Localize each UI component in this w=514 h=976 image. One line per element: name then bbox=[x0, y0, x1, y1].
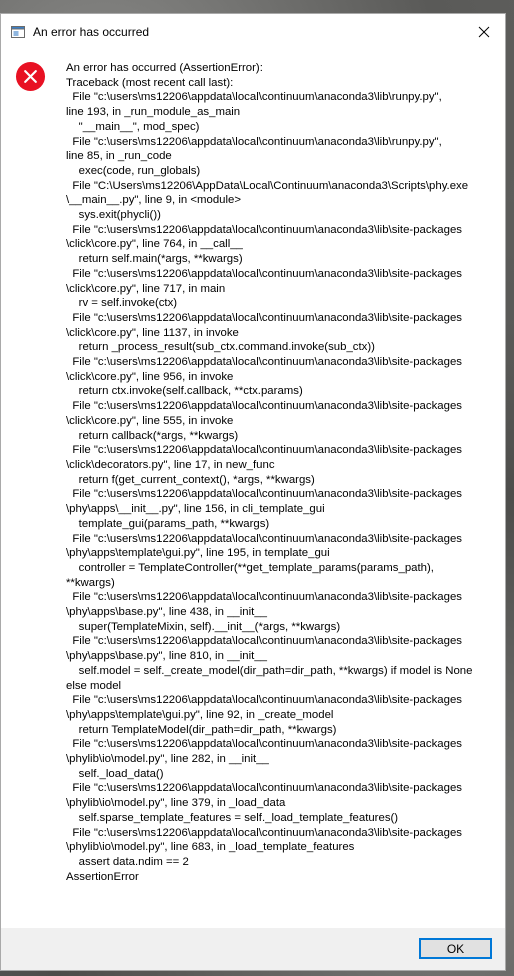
message-line: File "c:\users\ms12206\appdata\local\continuum\anaconda3\lib\site-packages bbox=[66, 356, 462, 369]
message-line: assert data.ndim == 2 bbox=[66, 855, 189, 868]
message-line: File "c:\users\ms12206\appdata\local\continuum\anaconda3\lib\site-packages bbox=[66, 400, 462, 413]
message-line: \click\core.py", line 555, in invoke bbox=[66, 414, 234, 427]
message-line: **kwargs) bbox=[66, 576, 115, 589]
message-line: File "c:\users\ms12206\appdata\local\continuum\anaconda3\lib\site-packages bbox=[66, 635, 462, 648]
error-message bbox=[66, 61, 502, 884]
message-line: else model bbox=[66, 679, 122, 692]
message-line: \phy\apps\template\gui.py", line 92, in _create_model bbox=[66, 708, 334, 721]
window-title: An error has occurred bbox=[33, 25, 150, 39]
error-dialog bbox=[0, 13, 506, 971]
dialog-content bbox=[1, 50, 505, 928]
message-line: File "c:\users\ms12206\appdata\local\continuum\anaconda3\lib\site-packages bbox=[66, 738, 462, 751]
message-line: File "c:\users\ms12206\appdata\local\continuum\anaconda3\lib\site-packages bbox=[66, 311, 462, 324]
message-line: return _process_result(sub_ctx.command.invoke(sub_ctx)) bbox=[66, 341, 375, 354]
message-line: return ctx.invoke(self.callback, **ctx.params) bbox=[66, 385, 303, 398]
message-line: \click\decorators.py", line 17, in new_func bbox=[66, 458, 275, 471]
message-line: AssertionError bbox=[66, 870, 139, 883]
message-line: Traceback (most recent call last): bbox=[66, 76, 234, 89]
message-line: self.sparse_template_features = self._load_template_features() bbox=[66, 811, 399, 824]
message-line: File "c:\users\ms12206\appdata\local\continuum\anaconda3\lib\site-packages bbox=[66, 826, 462, 839]
message-line: \click\core.py", line 717, in main bbox=[66, 282, 226, 295]
message-line: File "c:\users\ms12206\appdata\local\continuum\anaconda3\lib\site-packages bbox=[66, 488, 462, 501]
message-line: rv = self.invoke(ctx) bbox=[66, 297, 178, 310]
message-line: return f(get_current_context(), *args, **kwargs) bbox=[66, 473, 315, 486]
message-line: File "C:\Users\ms12206\AppData\Local\Continuum\anaconda3\Scripts\phy.exe bbox=[66, 179, 469, 192]
message-line: super(TemplateMixin, self).__init__(*args, **kwargs) bbox=[66, 620, 341, 633]
close-icon bbox=[478, 26, 490, 38]
dialog-footer bbox=[1, 928, 505, 970]
message-line: File "c:\users\ms12206\appdata\local\continuum\anaconda3\lib\runpy.py", bbox=[66, 91, 442, 104]
message-line: template_gui(params_path, **kwargs) bbox=[66, 517, 270, 530]
message-line: "__main__", mod_spec) bbox=[66, 120, 200, 133]
message-line: File "c:\users\ms12206\appdata\local\continuum\anaconda3\lib\runpy.py", bbox=[66, 135, 442, 148]
message-line: File "c:\users\ms12206\appdata\local\continuum\anaconda3\lib\site-packages bbox=[66, 223, 462, 236]
message-line: \phy\apps\__init__.py", line 156, in cli_template_gui bbox=[66, 503, 325, 516]
message-line: \phylib\io\model.py", line 282, in __init__ bbox=[66, 753, 269, 766]
message-line: \phylib\io\model.py", line 379, in _load_data bbox=[66, 797, 286, 810]
message-line: self.model = self._create_model(dir_path=dir_path, **kwargs) if model is None bbox=[66, 664, 473, 677]
message-line: \click\core.py", line 764, in __call__ bbox=[66, 238, 243, 251]
message-line: \click\core.py", line 1137, in invoke bbox=[66, 326, 239, 339]
message-line: \phy\apps\base.py", line 438, in __init__ bbox=[66, 606, 267, 619]
message-line: return self.main(*args, **kwargs) bbox=[66, 253, 243, 266]
message-line: File "c:\users\ms12206\appdata\local\continuum\anaconda3\lib\site-packages bbox=[66, 694, 462, 707]
close-button[interactable] bbox=[463, 14, 505, 50]
message-line: \phy\apps\template\gui.py", line 195, in template_gui bbox=[66, 547, 330, 560]
message-line: self._load_data() bbox=[66, 767, 164, 780]
window-app-icon bbox=[11, 26, 25, 38]
message-line: \phy\apps\base.py", line 810, in __init__ bbox=[66, 650, 267, 663]
message-line: File "c:\users\ms12206\appdata\local\continuum\anaconda3\lib\site-packages bbox=[66, 444, 462, 457]
message-line: File "c:\users\ms12206\appdata\local\continuum\anaconda3\lib\site-packages bbox=[66, 532, 462, 545]
message-line: line 85, in _run_code bbox=[66, 150, 172, 163]
message-line: exec(code, run_globals) bbox=[66, 164, 201, 177]
message-line: \phylib\io\model.py", line 683, in _load_template_features bbox=[66, 841, 355, 854]
message-line: An error has occurred (AssertionError): bbox=[66, 62, 263, 74]
message-line: sys.exit(phycli()) bbox=[66, 209, 161, 222]
message-line: File "c:\users\ms12206\appdata\local\continuum\anaconda3\lib\site-packages bbox=[66, 267, 462, 280]
message-line: controller = TemplateController(**get_template_params(params_path), bbox=[66, 561, 434, 574]
error-icon bbox=[15, 61, 46, 92]
message-line: return callback(*args, **kwargs) bbox=[66, 429, 239, 442]
ok-button[interactable]: OK bbox=[419, 938, 492, 959]
message-line: return TemplateModel(dir_path=dir_path, **kwargs) bbox=[66, 723, 337, 736]
title-bar[interactable] bbox=[1, 14, 505, 50]
message-line: \__main__.py", line 9, in <module> bbox=[66, 194, 242, 207]
message-line: File "c:\users\ms12206\appdata\local\continuum\anaconda3\lib\site-packages bbox=[66, 591, 462, 604]
message-line: File "c:\users\ms12206\appdata\local\continuum\anaconda3\lib\site-packages bbox=[66, 782, 462, 795]
message-line: \click\core.py", line 956, in invoke bbox=[66, 370, 234, 383]
message-line: line 193, in _run_module_as_main bbox=[66, 106, 241, 119]
